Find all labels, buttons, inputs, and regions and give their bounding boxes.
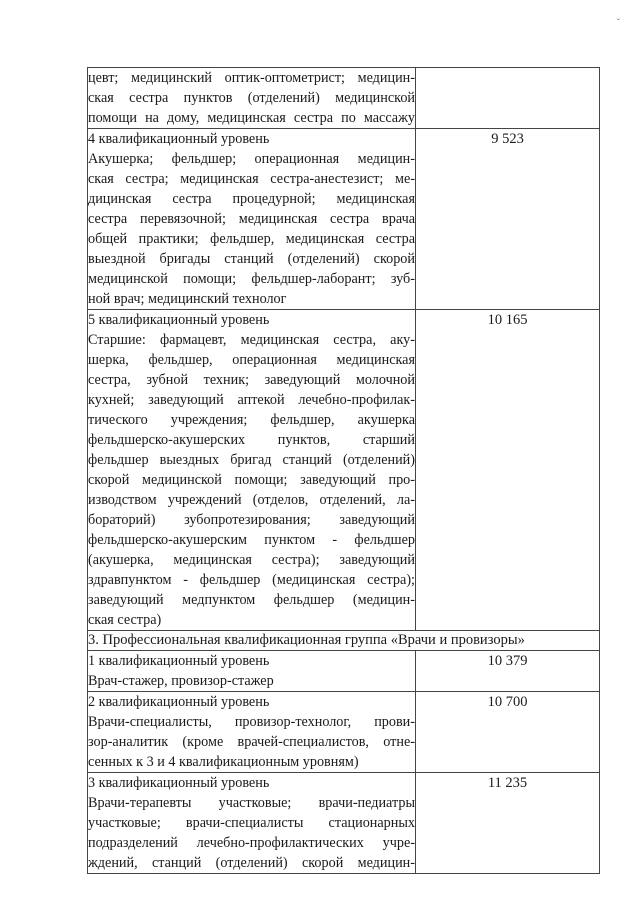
position-description-cell [88,692,416,773]
level-title: 5 квалификационный уровень [88,312,270,328]
group-header-row [88,631,600,651]
text-line: ждений, станций (отделений) скорой медицин- [88,855,415,871]
salary-value-cell: 9 523 [416,129,600,310]
position-description-cell [88,129,416,310]
level-title: 1 квалификационный уровень [88,653,270,669]
text-line: изводством учреждений (отделов, отделений, ла- [88,492,415,508]
text-line: зор-аналитик (кроме врачей-специалистов, отне- [88,734,415,750]
text-line: сестра перевязочной; медицинская сестра врача [88,211,415,227]
text-line: медицинской помощи; фельдшер-лаборант; зуб- [88,271,415,287]
text-line: скорой медицинской помощи; заведующий про- [88,472,415,488]
salary-value-cell: 10 165 [416,310,600,631]
text-line: Врач-стажер, провизор-стажер [88,673,274,689]
text-line: Акушерка; фельдшер; операционная медицин- [88,151,415,167]
text-line: ной врач; медицинский технолог [88,291,287,307]
text-line: общей практики; фельдшер, медицинская сестра [88,231,415,247]
text-line: ская сестра пунктов (отделений) медицинской [88,90,415,106]
text-line: здравпунктом - фельдшер (медицинская сестра); [88,572,415,588]
group-title: 3. Профессиональная квалификационная группа «Врачи и провизоры» [88,631,600,651]
text-line: ская сестра; медицинская сестра-анестезист; ме- [88,171,415,187]
table-row [88,310,600,631]
text-line: сестра, зубной техник; заведующий молочной [88,372,415,388]
text-line: Старшие: фармацевт, медицинская сестра, аку- [88,332,415,348]
text-line: цевт; медицинский оптик-оптометрист; медицин- [88,70,415,86]
salary-value-cell: 11 235 [416,773,600,874]
level-title: 3 квалификационный уровень [88,775,270,791]
position-description-cell [88,68,416,129]
qualification-table-page [87,67,597,874]
corner-mark: ˇ [616,18,620,29]
text-line: заведующий медпунктом фельдшер (медицин- [88,592,415,608]
position-description-cell [88,651,416,692]
text-line: фельдшер выездных бригад станций (отделений) [88,452,415,468]
text-line: сенных к 3 и 4 квалификационным уровням) [88,754,359,770]
text-line: тического учреждения; фельдшер, акушерка [88,412,415,428]
table-row [88,773,600,874]
text-line: Врачи-терапевты участковые; врачи-педиатры [88,795,415,811]
salary-value-cell: 10 379 [416,651,600,692]
table-row [88,68,600,129]
table-row [88,129,600,310]
text-line: выездной бригады станций (отделений) скорой [88,251,415,267]
text-line: (акушерка, медицинская сестра); заведующий [88,552,415,568]
text-line: фельдшерско-акушерским пунктом - фельдшер [88,532,415,548]
text-line: ская сестра) [88,612,162,628]
position-description-cell [88,310,416,631]
text-line: подразделений лечебно-профилактических учре- [88,835,415,851]
text-line: помощи на дому, медицинская сестра по массажу [88,110,415,126]
text-line: фельдшерско-акушерских пунктов, старший [88,432,415,448]
text-line: Врачи-специалисты, провизор-технолог, прови- [88,714,415,730]
level-title: 2 квалификационный уровень [88,694,270,710]
table-row [88,692,600,773]
level-title: 4 квалификационный уровень [88,131,270,147]
text-line: шерка, фельдшер, операционная медицинская [88,352,415,368]
salary-table [87,67,600,874]
position-description-cell [88,773,416,874]
salary-value-cell: 10 700 [416,692,600,773]
table-row [88,651,600,692]
text-line: бораторий) зубопротезирования; заведующий [88,512,415,528]
salary-table-body [88,68,600,874]
text-line: кухней; заведующий аптекой лечебно-профилак- [88,392,415,408]
text-line: участковые; врачи-специалисты стационарных [88,815,415,831]
salary-value-cell [416,68,600,129]
text-line: дицинская сестра процедурной; медицинская [88,191,415,207]
